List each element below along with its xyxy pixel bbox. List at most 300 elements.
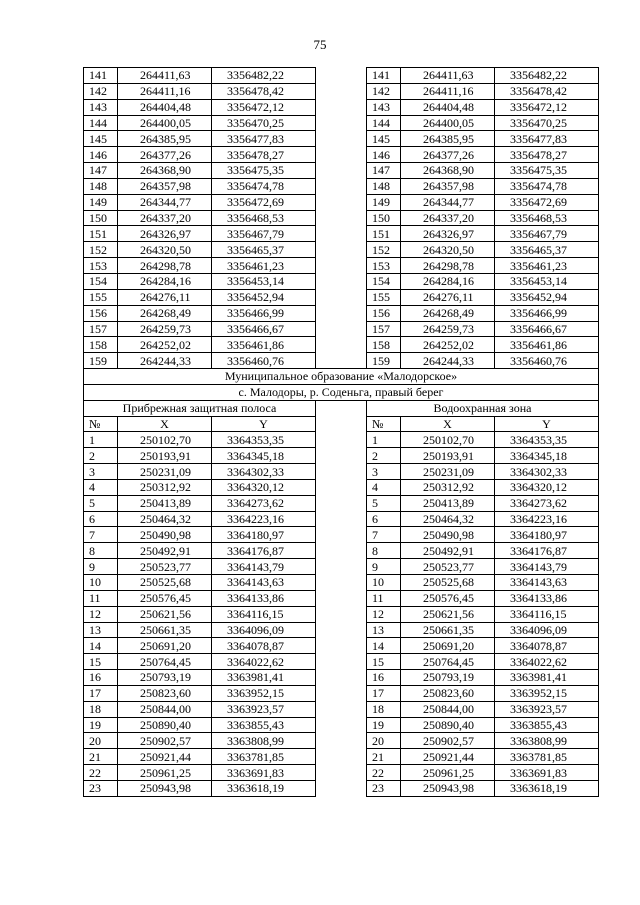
left-point-number-cell: 146 [84, 147, 118, 163]
right-x-coordinate-cell: 264259,73 [401, 321, 495, 337]
left-x-coordinate-cell: 250193,91 [118, 448, 212, 464]
right-y-coordinate-cell: 3364096,09 [495, 622, 599, 638]
left-point-number-cell: 156 [84, 305, 118, 321]
right-point-number-cell: 10 [367, 575, 401, 591]
left-point-number-cell: 159 [84, 353, 118, 369]
table-row [84, 464, 599, 480]
right-x-coordinate-cell: 264326,97 [401, 226, 495, 242]
left-x-coordinate-cell: 264377,26 [118, 147, 212, 163]
right-num-header: № [367, 416, 401, 432]
right-point-number-cell: 12 [367, 606, 401, 622]
header-section [84, 369, 599, 432]
left-x-coordinate-cell: 264411,63 [118, 68, 212, 84]
table-gap [316, 479, 367, 495]
right-x-coordinate-cell: 264377,26 [401, 147, 495, 163]
table-gap [316, 606, 367, 622]
left-point-number-cell: 154 [84, 273, 118, 289]
right-x-coordinate-cell: 264244,33 [401, 353, 495, 369]
top-coordinates-section [84, 68, 599, 369]
left-point-number-cell: 10 [84, 575, 118, 591]
left-y-coordinate-cell: 3363691,83 [212, 765, 316, 781]
table-row [84, 273, 599, 289]
left-y-coordinate-cell: 3364143,63 [212, 575, 316, 591]
right-point-number-cell: 15 [367, 654, 401, 670]
left-x-coordinate-cell: 264400,05 [118, 115, 212, 131]
left-y-coordinate-cell: 3364096,09 [212, 622, 316, 638]
table-row [84, 701, 599, 717]
right-y-coordinate-cell: 3356466,67 [495, 321, 599, 337]
right-x-coordinate-cell: 264284,16 [401, 273, 495, 289]
table-row [84, 717, 599, 733]
left-x-coordinate-cell: 250823,60 [118, 685, 212, 701]
right-point-number-cell: 2 [367, 448, 401, 464]
left-section-title: Прибрежная защитная полоса [84, 400, 316, 416]
table-gap [316, 83, 367, 99]
left-point-number-cell: 147 [84, 163, 118, 179]
right-y-coordinate-cell: 3364302,33 [495, 464, 599, 480]
right-x-coordinate-cell: 264400,05 [401, 115, 495, 131]
left-y-coordinate-cell: 3356452,94 [212, 289, 316, 305]
right-y-coordinate-cell: 3363781,85 [495, 749, 599, 765]
left-y-coordinate-cell: 3356482,22 [212, 68, 316, 84]
left-point-number-cell: 153 [84, 258, 118, 274]
table-row [84, 289, 599, 305]
table-row [84, 99, 599, 115]
left-y-coordinate-cell: 3364078,87 [212, 638, 316, 654]
table-row [84, 210, 599, 226]
left-y-coordinate-cell: 3363923,57 [212, 701, 316, 717]
right-point-number-cell: 18 [367, 701, 401, 717]
table-gap [316, 590, 367, 606]
table-row [84, 765, 599, 781]
right-y-coordinate-cell: 3363952,15 [495, 685, 599, 701]
right-x-coordinate-cell: 250961,25 [401, 765, 495, 781]
right-x-coordinate-cell: 250231,09 [401, 464, 495, 480]
table-gap [316, 749, 367, 765]
right-point-number-cell: 3 [367, 464, 401, 480]
right-y-coordinate-cell: 3363923,57 [495, 701, 599, 717]
right-x-coordinate-cell: 264411,16 [401, 83, 495, 99]
left-y-coordinate-cell: 3356467,79 [212, 226, 316, 242]
left-x-coordinate-cell: 250523,77 [118, 559, 212, 575]
left-y-coordinate-cell: 3363618,19 [212, 780, 316, 796]
table-row [84, 321, 599, 337]
left-point-number-cell: 142 [84, 83, 118, 99]
right-y-coordinate-cell: 3356477,83 [495, 131, 599, 147]
table-gap [316, 163, 367, 179]
right-point-number-cell: 22 [367, 765, 401, 781]
table-row [84, 226, 599, 242]
right-x-coordinate-cell: 250312,92 [401, 479, 495, 495]
left-y-coordinate-cell: 3363855,43 [212, 717, 316, 733]
right-point-number-cell: 9 [367, 559, 401, 575]
table-gap [316, 464, 367, 480]
right-point-number-cell: 7 [367, 527, 401, 543]
left-x-coordinate-cell: 264252,02 [118, 337, 212, 353]
left-y-coordinate-cell: 3363781,85 [212, 749, 316, 765]
table-gap [316, 258, 367, 274]
table-gap [316, 654, 367, 670]
table-gap [316, 68, 367, 84]
right-y-coordinate-cell: 3356482,22 [495, 68, 599, 84]
left-x-coordinate-cell: 250413,89 [118, 495, 212, 511]
right-point-number-cell: 152 [367, 242, 401, 258]
bottom-coordinates-section [84, 432, 599, 796]
right-x-coordinate-cell: 250490,98 [401, 527, 495, 543]
right-x-coordinate-cell: 264385,95 [401, 131, 495, 147]
right-y-coordinate-cell: 3364353,35 [495, 432, 599, 448]
left-y-coordinate-cell: 3364345,18 [212, 448, 316, 464]
table-gap [316, 638, 367, 654]
left-y-coordinate-cell: 3356472,69 [212, 194, 316, 210]
table-gap [316, 337, 367, 353]
table-row [84, 749, 599, 765]
table-row [84, 511, 599, 527]
right-point-number-cell: 6 [367, 511, 401, 527]
right-x-coordinate-cell: 250464,32 [401, 511, 495, 527]
left-y-coordinate-cell: 3356477,83 [212, 131, 316, 147]
left-point-number-cell: 23 [84, 780, 118, 796]
left-point-number-cell: 12 [84, 606, 118, 622]
right-point-number-cell: 145 [367, 131, 401, 147]
table-row [84, 559, 599, 575]
page-number: 75 [313, 37, 327, 52]
table-row [84, 68, 599, 84]
table-row [84, 258, 599, 274]
left-point-number-cell: 151 [84, 226, 118, 242]
right-x-coordinate-cell: 264298,78 [401, 258, 495, 274]
left-x-coordinate-cell: 264404,48 [118, 99, 212, 115]
right-y-coordinate-cell: 3356474,78 [495, 178, 599, 194]
right-x-coordinate-cell: 264320,50 [401, 242, 495, 258]
table-gap [316, 670, 367, 686]
left-x-coordinate-cell: 250793,19 [118, 670, 212, 686]
table-gap [316, 495, 367, 511]
left-y-coordinate-cell: 3356472,12 [212, 99, 316, 115]
table-row [84, 194, 599, 210]
left-point-number-cell: 7 [84, 527, 118, 543]
left-point-number-cell: 158 [84, 337, 118, 353]
left-x-coordinate-cell: 264411,16 [118, 83, 212, 99]
right-x-coordinate-cell: 264268,49 [401, 305, 495, 321]
left-y-coordinate-cell: 3364116,15 [212, 606, 316, 622]
right-point-number-cell: 148 [367, 178, 401, 194]
table-gap [316, 273, 367, 289]
table-gap [316, 527, 367, 543]
left-y-coordinate-cell: 3363952,15 [212, 685, 316, 701]
left-point-number-cell: 152 [84, 242, 118, 258]
left-y-coordinate-cell: 3356461,86 [212, 337, 316, 353]
right-y-coordinate-cell: 3356461,86 [495, 337, 599, 353]
table-row [84, 543, 599, 559]
right-point-number-cell: 23 [367, 780, 401, 796]
left-x-coordinate-cell: 250902,57 [118, 733, 212, 749]
table-row [84, 131, 599, 147]
left-x-coordinate-cell: 264357,98 [118, 178, 212, 194]
right-y-coordinate-cell: 3356478,27 [495, 147, 599, 163]
left-point-number-cell: 2 [84, 448, 118, 464]
left-y-coordinate-cell: 3364176,87 [212, 543, 316, 559]
table-gap [316, 99, 367, 115]
table-gap [316, 765, 367, 781]
left-y-coordinate-cell: 3356478,42 [212, 83, 316, 99]
table-gap [316, 194, 367, 210]
right-point-number-cell: 147 [367, 163, 401, 179]
right-point-number-cell: 159 [367, 353, 401, 369]
left-y-coordinate-cell: 3356460,76 [212, 353, 316, 369]
left-y-coordinate-cell: 3364302,33 [212, 464, 316, 480]
right-y-coordinate-cell: 3364180,97 [495, 527, 599, 543]
left-x-coordinate-cell: 264326,97 [118, 226, 212, 242]
left-x-coordinate-cell: 250464,32 [118, 511, 212, 527]
left-x-coordinate-cell: 250764,45 [118, 654, 212, 670]
table-row [84, 590, 599, 606]
table-gap [316, 242, 367, 258]
left-point-number-cell: 13 [84, 622, 118, 638]
right-point-number-cell: 150 [367, 210, 401, 226]
left-y-coordinate-cell: 3364353,35 [212, 432, 316, 448]
table-gap [316, 147, 367, 163]
left-point-number-cell: 150 [84, 210, 118, 226]
left-x-coordinate-cell: 250943,98 [118, 780, 212, 796]
right-x-coordinate-cell: 264337,20 [401, 210, 495, 226]
left-point-number-cell: 16 [84, 670, 118, 686]
right-point-number-cell: 19 [367, 717, 401, 733]
left-x-coordinate-cell: 264268,49 [118, 305, 212, 321]
right-y-coordinate-cell: 3356466,99 [495, 305, 599, 321]
table-row [84, 495, 599, 511]
left-x-coordinate-cell: 250961,25 [118, 765, 212, 781]
left-x-coordinate-cell: 264298,78 [118, 258, 212, 274]
table-gap [316, 131, 367, 147]
right-y-coordinate-cell: 3356467,79 [495, 226, 599, 242]
left-point-number-cell: 3 [84, 464, 118, 480]
left-x-coordinate-cell: 250921,44 [118, 749, 212, 765]
right-x-coordinate-cell: 250921,44 [401, 749, 495, 765]
left-point-number-cell: 149 [84, 194, 118, 210]
left-y-coordinate-cell: 3356475,35 [212, 163, 316, 179]
right-point-number-cell: 17 [367, 685, 401, 701]
left-num-header: № [84, 416, 118, 432]
right-y-coordinate-cell: 3364345,18 [495, 448, 599, 464]
table-row [84, 685, 599, 701]
right-point-number-cell: 21 [367, 749, 401, 765]
right-x-coordinate-cell: 264276,11 [401, 289, 495, 305]
table-gap [316, 733, 367, 749]
right-x-coordinate-cell: 250525,68 [401, 575, 495, 591]
right-point-number-cell: 156 [367, 305, 401, 321]
right-y-coordinate-cell: 3356470,25 [495, 115, 599, 131]
right-x-coordinate-cell: 250943,98 [401, 780, 495, 796]
table-gap [316, 701, 367, 717]
right-y-coordinate-cell: 3364116,15 [495, 606, 599, 622]
left-point-number-cell: 14 [84, 638, 118, 654]
right-point-number-cell: 8 [367, 543, 401, 559]
left-y-coordinate-cell: 3363808,99 [212, 733, 316, 749]
left-x-coordinate-cell: 264368,90 [118, 163, 212, 179]
left-x-coordinate-cell: 250492,91 [118, 543, 212, 559]
right-x-coordinate-cell: 250523,77 [401, 559, 495, 575]
right-y-coordinate-cell: 3364143,63 [495, 575, 599, 591]
left-y-coordinate-cell: 3364022,62 [212, 654, 316, 670]
table-gap [316, 289, 367, 305]
right-x-coordinate-cell: 250793,19 [401, 670, 495, 686]
table-gap [316, 226, 367, 242]
right-x-coordinate-cell: 264368,90 [401, 163, 495, 179]
left-point-number-cell: 11 [84, 590, 118, 606]
left-point-number-cell: 6 [84, 511, 118, 527]
left-x-coordinate-cell: 250525,68 [118, 575, 212, 591]
right-y-coordinate-cell: 3356460,76 [495, 353, 599, 369]
right-x-coordinate-cell: 250823,60 [401, 685, 495, 701]
right-y-coordinate-cell: 3364143,79 [495, 559, 599, 575]
right-x-coordinate-cell: 264357,98 [401, 178, 495, 194]
right-point-number-cell: 14 [367, 638, 401, 654]
right-y-coordinate-cell: 3363855,43 [495, 717, 599, 733]
left-y-coordinate-cell: 3364273,62 [212, 495, 316, 511]
left-x-coordinate-cell: 264320,50 [118, 242, 212, 258]
table-gap [316, 353, 367, 369]
left-x-coordinate-cell: 250890,40 [118, 717, 212, 733]
table-row [84, 242, 599, 258]
left-point-number-cell: 141 [84, 68, 118, 84]
right-point-number-cell: 142 [367, 83, 401, 99]
left-x-coordinate-cell: 264276,11 [118, 289, 212, 305]
table-gap [316, 511, 367, 527]
right-point-number-cell: 146 [367, 147, 401, 163]
right-x-coordinate-cell: 264344,77 [401, 194, 495, 210]
left-x-coordinate-cell: 250312,92 [118, 479, 212, 495]
left-y-coordinate-cell: 3356465,37 [212, 242, 316, 258]
right-point-number-cell: 143 [367, 99, 401, 115]
table-gap [316, 305, 367, 321]
table-gap [316, 448, 367, 464]
right-y-coordinate-cell: 3356478,42 [495, 83, 599, 99]
left-x-coordinate-cell: 250490,98 [118, 527, 212, 543]
right-y-coordinate-cell: 3363808,99 [495, 733, 599, 749]
right-point-number-cell: 149 [367, 194, 401, 210]
table-row [84, 638, 599, 654]
right-y-coordinate-cell: 3364273,62 [495, 495, 599, 511]
right-x-coordinate-cell: 250764,45 [401, 654, 495, 670]
table-row [84, 622, 599, 638]
left-point-number-cell: 4 [84, 479, 118, 495]
left-y-coordinate-cell: 3363981,41 [212, 670, 316, 686]
left-point-number-cell: 18 [84, 701, 118, 717]
right-point-number-cell: 158 [367, 337, 401, 353]
left-y-coordinate-cell: 3356461,23 [212, 258, 316, 274]
table-gap [316, 416, 367, 432]
table-row [84, 337, 599, 353]
right-y-coordinate-cell: 3356452,94 [495, 289, 599, 305]
left-x-coordinate-cell: 264344,77 [118, 194, 212, 210]
right-y-coordinate-cell: 3364320,12 [495, 479, 599, 495]
right-x-coordinate-cell: 250661,35 [401, 622, 495, 638]
right-point-number-cell: 11 [367, 590, 401, 606]
table-row [84, 115, 599, 131]
table-gap [316, 685, 367, 701]
right-y-coordinate-cell: 3356472,12 [495, 99, 599, 115]
left-point-number-cell: 145 [84, 131, 118, 147]
right-point-number-cell: 153 [367, 258, 401, 274]
left-point-number-cell: 15 [84, 654, 118, 670]
left-point-number-cell: 144 [84, 115, 118, 131]
table-row [84, 305, 599, 321]
right-x-coordinate-cell: 250844,00 [401, 701, 495, 717]
table-gap [316, 575, 367, 591]
right-point-number-cell: 151 [367, 226, 401, 242]
left-point-number-cell: 8 [84, 543, 118, 559]
right-point-number-cell: 141 [367, 68, 401, 84]
right-y-coordinate-cell: 3364133,86 [495, 590, 599, 606]
right-x-coordinate-cell: 250492,91 [401, 543, 495, 559]
table-gap [316, 622, 367, 638]
left-x-coordinate-cell: 264259,73 [118, 321, 212, 337]
table-gap [316, 432, 367, 448]
table-row [84, 353, 599, 369]
right-y-coordinate-cell: 3364176,87 [495, 543, 599, 559]
left-x-coordinate-cell: 264244,33 [118, 353, 212, 369]
table-row [84, 163, 599, 179]
right-y-coordinate-cell: 3356465,37 [495, 242, 599, 258]
table-row [84, 448, 599, 464]
left-y-coordinate-cell: 3356470,25 [212, 115, 316, 131]
right-x-coordinate-cell: 250413,89 [401, 495, 495, 511]
right-y-coordinate-cell: 3356468,53 [495, 210, 599, 226]
table-row [84, 432, 599, 448]
right-y-coordinate-cell: 3356472,69 [495, 194, 599, 210]
right-point-number-cell: 154 [367, 273, 401, 289]
left-y-coordinate-cell: 3356478,27 [212, 147, 316, 163]
right-section-title: Водоохранная зона [367, 400, 599, 416]
left-x-coordinate-cell: 250661,35 [118, 622, 212, 638]
left-x-coordinate-cell: 250231,09 [118, 464, 212, 480]
right-y-coordinate-cell: 3356461,23 [495, 258, 599, 274]
right-point-number-cell: 155 [367, 289, 401, 305]
right-y-coordinate-cell: 3356453,14 [495, 273, 599, 289]
left-point-number-cell: 143 [84, 99, 118, 115]
table-row [84, 780, 599, 796]
left-point-number-cell: 22 [84, 765, 118, 781]
table-row [84, 479, 599, 495]
right-y-header: Y [495, 416, 599, 432]
right-x-coordinate-cell: 250102,70 [401, 432, 495, 448]
table-gap [316, 321, 367, 337]
right-point-number-cell: 16 [367, 670, 401, 686]
left-y-coordinate-cell: 3356466,99 [212, 305, 316, 321]
left-x-coordinate-cell: 264284,16 [118, 273, 212, 289]
right-y-coordinate-cell: 3363618,19 [495, 780, 599, 796]
right-y-coordinate-cell: 3364078,87 [495, 638, 599, 654]
left-x-coordinate-cell: 250102,70 [118, 432, 212, 448]
table-row [84, 178, 599, 194]
left-y-coordinate-cell: 3364223,16 [212, 511, 316, 527]
right-point-number-cell: 13 [367, 622, 401, 638]
right-y-coordinate-cell: 3363691,83 [495, 765, 599, 781]
right-point-number-cell: 20 [367, 733, 401, 749]
right-x-coordinate-cell: 250890,40 [401, 717, 495, 733]
left-point-number-cell: 9 [84, 559, 118, 575]
left-x-coordinate-cell: 250691,20 [118, 638, 212, 654]
left-x-header: X [118, 416, 212, 432]
table-gap [316, 543, 367, 559]
left-point-number-cell: 17 [84, 685, 118, 701]
left-y-coordinate-cell: 3356468,53 [212, 210, 316, 226]
left-point-number-cell: 20 [84, 733, 118, 749]
right-y-coordinate-cell: 3364223,16 [495, 511, 599, 527]
right-x-coordinate-cell: 250576,45 [401, 590, 495, 606]
left-point-number-cell: 5 [84, 495, 118, 511]
